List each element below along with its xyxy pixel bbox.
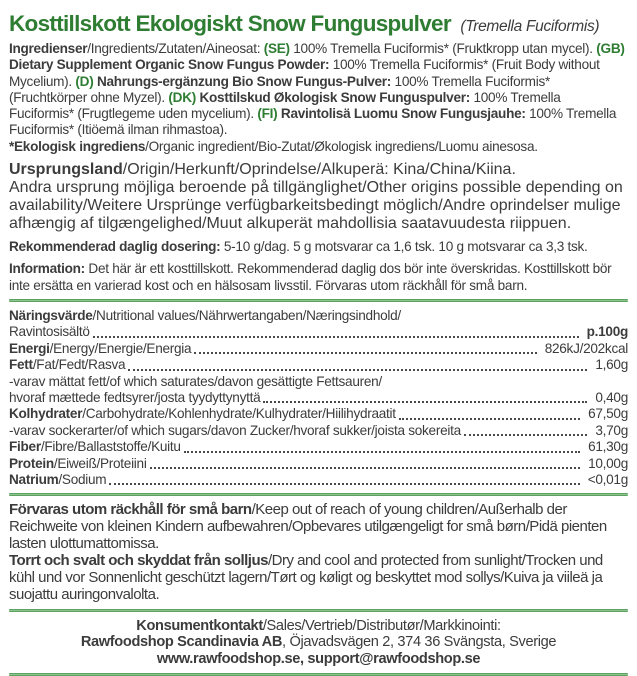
storage-conditions-note: Torrt och svalt och skyddat från solljus/Dry and cool and protected from sunlight/Trocken und kühl und vor Sonnenlicht geschützt lagern/Tørt og køligt og beskyttet mod sollys/Kuiva ja viileä ja suojattu auringonvalolta.: [9, 552, 603, 603]
nutrition-label: Fett/Fat/Fedt/Rasva: [9, 357, 126, 373]
nutrition-rows: [9, 308, 628, 488]
storage-instructions: [9, 502, 628, 603]
dotted-leader: [184, 451, 580, 453]
information-paragraph: Information: Det här är ett kosttillskott. Rekommenderad daglig dos bör inte överskridas. Kosttillskott bör inte ersätta en varierad kost och en hälsosam livsstil. Förvaras utom räckhåll för små barn.: [9, 261, 612, 293]
nutrition-label: Fiber/Fibre/Ballaststoffe/Kuitu: [9, 439, 181, 455]
nutrition-row: [9, 439, 628, 455]
section-divider: [9, 299, 628, 302]
keep-away-from-children-note: Förvaras utom räckhåll för små barn/Keep out of reach of young children/Außerhalb der Reichweite von kleinen Kindern aufbewahren/Opbevares utilgængeligt for små børn/Pidä pienten lasten ulottumattomissa.: [9, 501, 607, 553]
nutrition-value: <0,01g: [587, 472, 628, 488]
dotted-leader: [128, 369, 587, 371]
organic-ingredient-note: *Ekologisk ingrediens/Organic ingredient/Bio-Zutat/Økologisk ingrediens/Luomu ainesosa.: [9, 138, 538, 154]
nutrition-value: 3,70g: [595, 422, 628, 438]
section-divider: [9, 673, 628, 676]
nutrition-value: p.100g: [586, 324, 628, 340]
dotted-leader: [194, 352, 536, 354]
nutrition-value: 826kJ/202kcal: [544, 340, 628, 356]
origin-paragraph: [9, 161, 628, 233]
origin-line: Ursprungsland/Origin/Herkunft/Oprindelse/Alkuperä: Kina/China/Kiina.: [9, 161, 516, 179]
nutrition-label: Protein/Eiweiß/Proteiini: [9, 455, 147, 471]
dotted-leader: [399, 418, 580, 420]
dotted-leader: [464, 434, 588, 436]
nutrition-row-prefix: -varav mättat fett/of which saturates/davon gesättigte Fettsauren/: [9, 373, 382, 389]
origin-availability-note: Andra ursprung möjliga beroende på tillgänglighet/Other origins possible depending on availability/Weitere Ursprünge verfügbarkeitsbedingt möglich/Andre oprindelser mulige afhængig af tilgængelighed/Muut alkuperät mahdollisia saatavuudesta riippuen.: [9, 179, 623, 233]
nutrition-value: 0,40g: [595, 390, 628, 405]
nutrition-label: Energi/Energy/Energie/Energia: [9, 340, 192, 356]
nutrition-row-prefix: Näringsvärde/Nutritional values/Nährwertangaben/Næringsindhold/: [9, 307, 401, 323]
ingredients-paragraph: Ingredienser/Ingredients/Zutaten/Aineosat: (SE) 100% Tremella Fuciformis* (Fruktkropp utan mycel). (GB) Dietary Supplement Organic Snow Fungus Powder: 100% Tremella Fuciformis* (Fruit Body without Mycelium). (D) Nahrungs-ergänzung Bio Snow Fungus-Pulver: 100% Tremella Fuciformis* (Fruchtkörper ohne Myzel). (DK) Kosttilskud Økologisk Snow Funguspulver: 100% Tremella Fuciformis* (Frugtlegeme uden mycelium). (FI) Ravintolisä Luomu Snow Fungusjauhe: 100% Tremella Fuciformis* (Itiöemä ilman rihmastoa).: [9, 41, 625, 138]
nutrition-label: hvoraf mættede fedtsyrer/josta tyydyttynyttä: [9, 390, 261, 405]
contact-heading: Konsumentkontakt/Sales/Vertrieb/Distributør/Markkinointi:: [136, 617, 501, 634]
product-title: Kosttillskott Ekologiskt Snow Funguspulver: [9, 11, 451, 36]
nutrition-row: [9, 423, 628, 439]
nutrition-label: Kolhydrater/Carbohydrate/Kohlenhydrate/Kulhydrater/Hiilihydraatit: [9, 406, 396, 422]
nutrition-value: 1,60g: [595, 357, 628, 373]
nutrition-label: Natrium/Sodium: [9, 472, 107, 488]
dosage-paragraph: Rekommenderad daglig dosering: 5-10 g/dag. 5 g motsvarar ca 1,6 tsk. 10 g motsvarar ca 3,3 tsk.: [9, 239, 588, 255]
dotted-leader: [93, 336, 579, 338]
contact-web-email: www.rawfoodshop.se, support@rawfoodshop.se: [156, 651, 481, 668]
contact-block: [9, 618, 628, 668]
nutrition-row: [9, 324, 628, 340]
nutrition-row: [9, 341, 628, 357]
nutrition-value: 61,30g: [588, 439, 628, 455]
nutrition-row: [9, 406, 628, 422]
contact-address: Rawfoodshop Scandinavia AB, Öjavadsvägen 2, 374 36 Svängsta, Sverige: [80, 634, 557, 651]
section-divider: [9, 493, 628, 496]
dotted-leader: [109, 483, 579, 485]
nutrition-value: 67,50g: [588, 406, 628, 422]
nutrition-label: -varav sockerarter/of which sugars/davon Zucker/hvoraf sukker/joista sokereita: [9, 422, 461, 438]
section-divider: [9, 609, 628, 612]
nutrition-value: 10,00g: [588, 455, 628, 471]
nutrition-row: [9, 456, 628, 472]
dotted-leader: [150, 467, 581, 469]
nutrition-row: [9, 357, 628, 373]
nutrition-label: Ravintosisältö: [9, 324, 90, 340]
nutrition-row: [9, 472, 628, 488]
title-row: [9, 11, 628, 37]
dotted-leader: [263, 401, 587, 403]
nutrition-table: [9, 308, 628, 488]
latin-name: (Tremella Fuciformis): [460, 18, 600, 35]
nutrition-row: [9, 390, 628, 406]
